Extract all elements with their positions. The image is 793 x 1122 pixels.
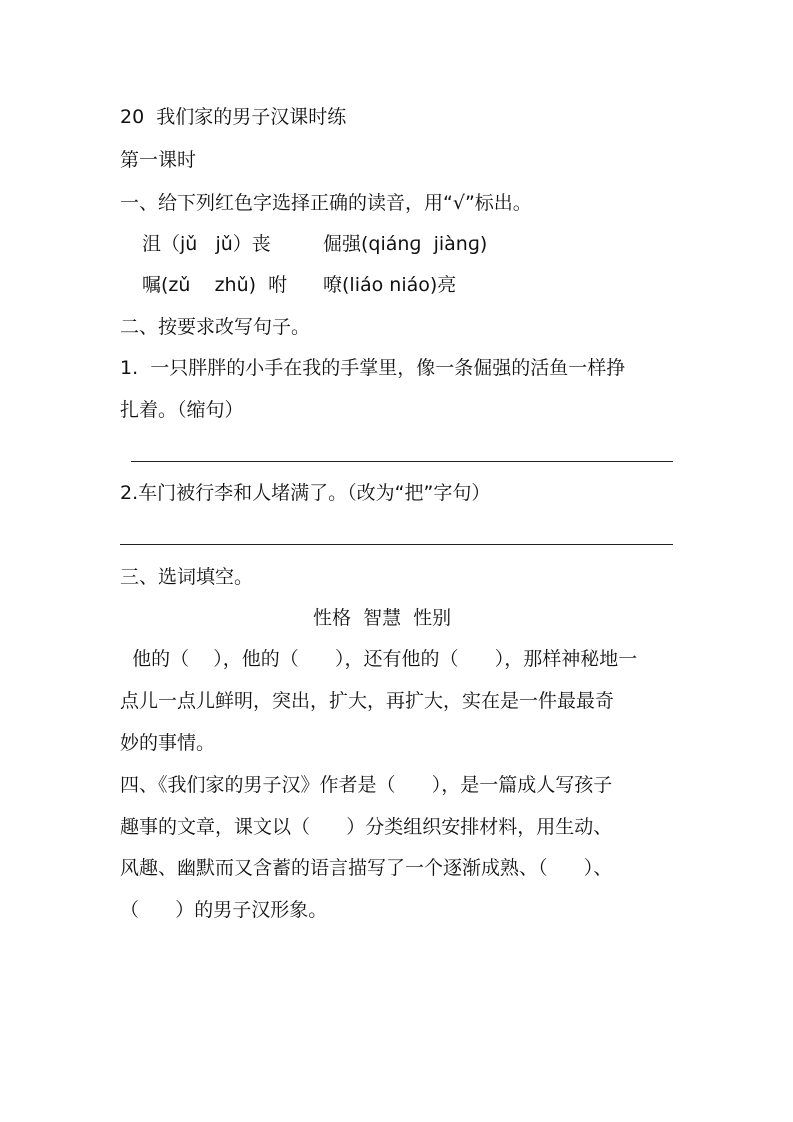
lesson-label: 第一课时 [120,149,197,171]
section3-heading: 三、选词填空。 [120,566,254,588]
fill-in-line-2: 点儿一点儿鲜明，突出，扩大，再扩大，实在是一件最最奇 [120,690,615,712]
word-choices: 性格 智慧 性别 [313,607,452,629]
pinyin-choice-jusang: 沮（jǔ jǔ）丧 [142,233,271,255]
pinyin-choice-zhufu: 嘱(zǔ zhǔ) 咐 [142,274,288,296]
rewrite-item-2: 2.车门被行李和人堵满了。（改为“把”字句） [120,482,491,504]
section2-heading: 二、按要求改写句子。 [120,316,311,338]
fill-in-line-1: 他的（ ），他的（ ），还有他的（ ），那样神秘地一 [120,648,638,670]
fill-in-line-3: 妙的事情。 [120,732,216,754]
section4-line-3: 风趣、幽默而又含蓄的语言描写了一个逐渐成熟、（ ）、 [120,857,613,879]
worksheet-title: 20 我们家的男子汉课时练 [120,106,347,128]
pinyin-choice-liaoliang: 嘹(liáo niáo)亮 [323,274,457,296]
section4-line-2: 趣事的文章，课文以（ ）分类组织安排材料，用生动、 [120,816,613,838]
section4-line-1: 四、《我们家的男子汉》作者是（ ），是一篇成人写孩子 [120,774,613,796]
rewrite-item-1-line1: 1. 一只胖胖的小手在我的手掌里，像一条倔强的活鱼一样挣 [120,357,626,379]
answer-line-2[interactable] [120,544,673,545]
section1-heading: 一、给下列红色字选择正确的读音，用“√”标出。 [120,192,532,214]
pinyin-choice-juejiang: 倔强(qiánɡ jiànɡ) [323,233,488,255]
section4-line-4: （ ）的男子汉形象。 [120,899,328,921]
answer-line-1[interactable] [131,461,673,462]
rewrite-item-1-line2: 扎着。（缩句） [120,399,244,421]
